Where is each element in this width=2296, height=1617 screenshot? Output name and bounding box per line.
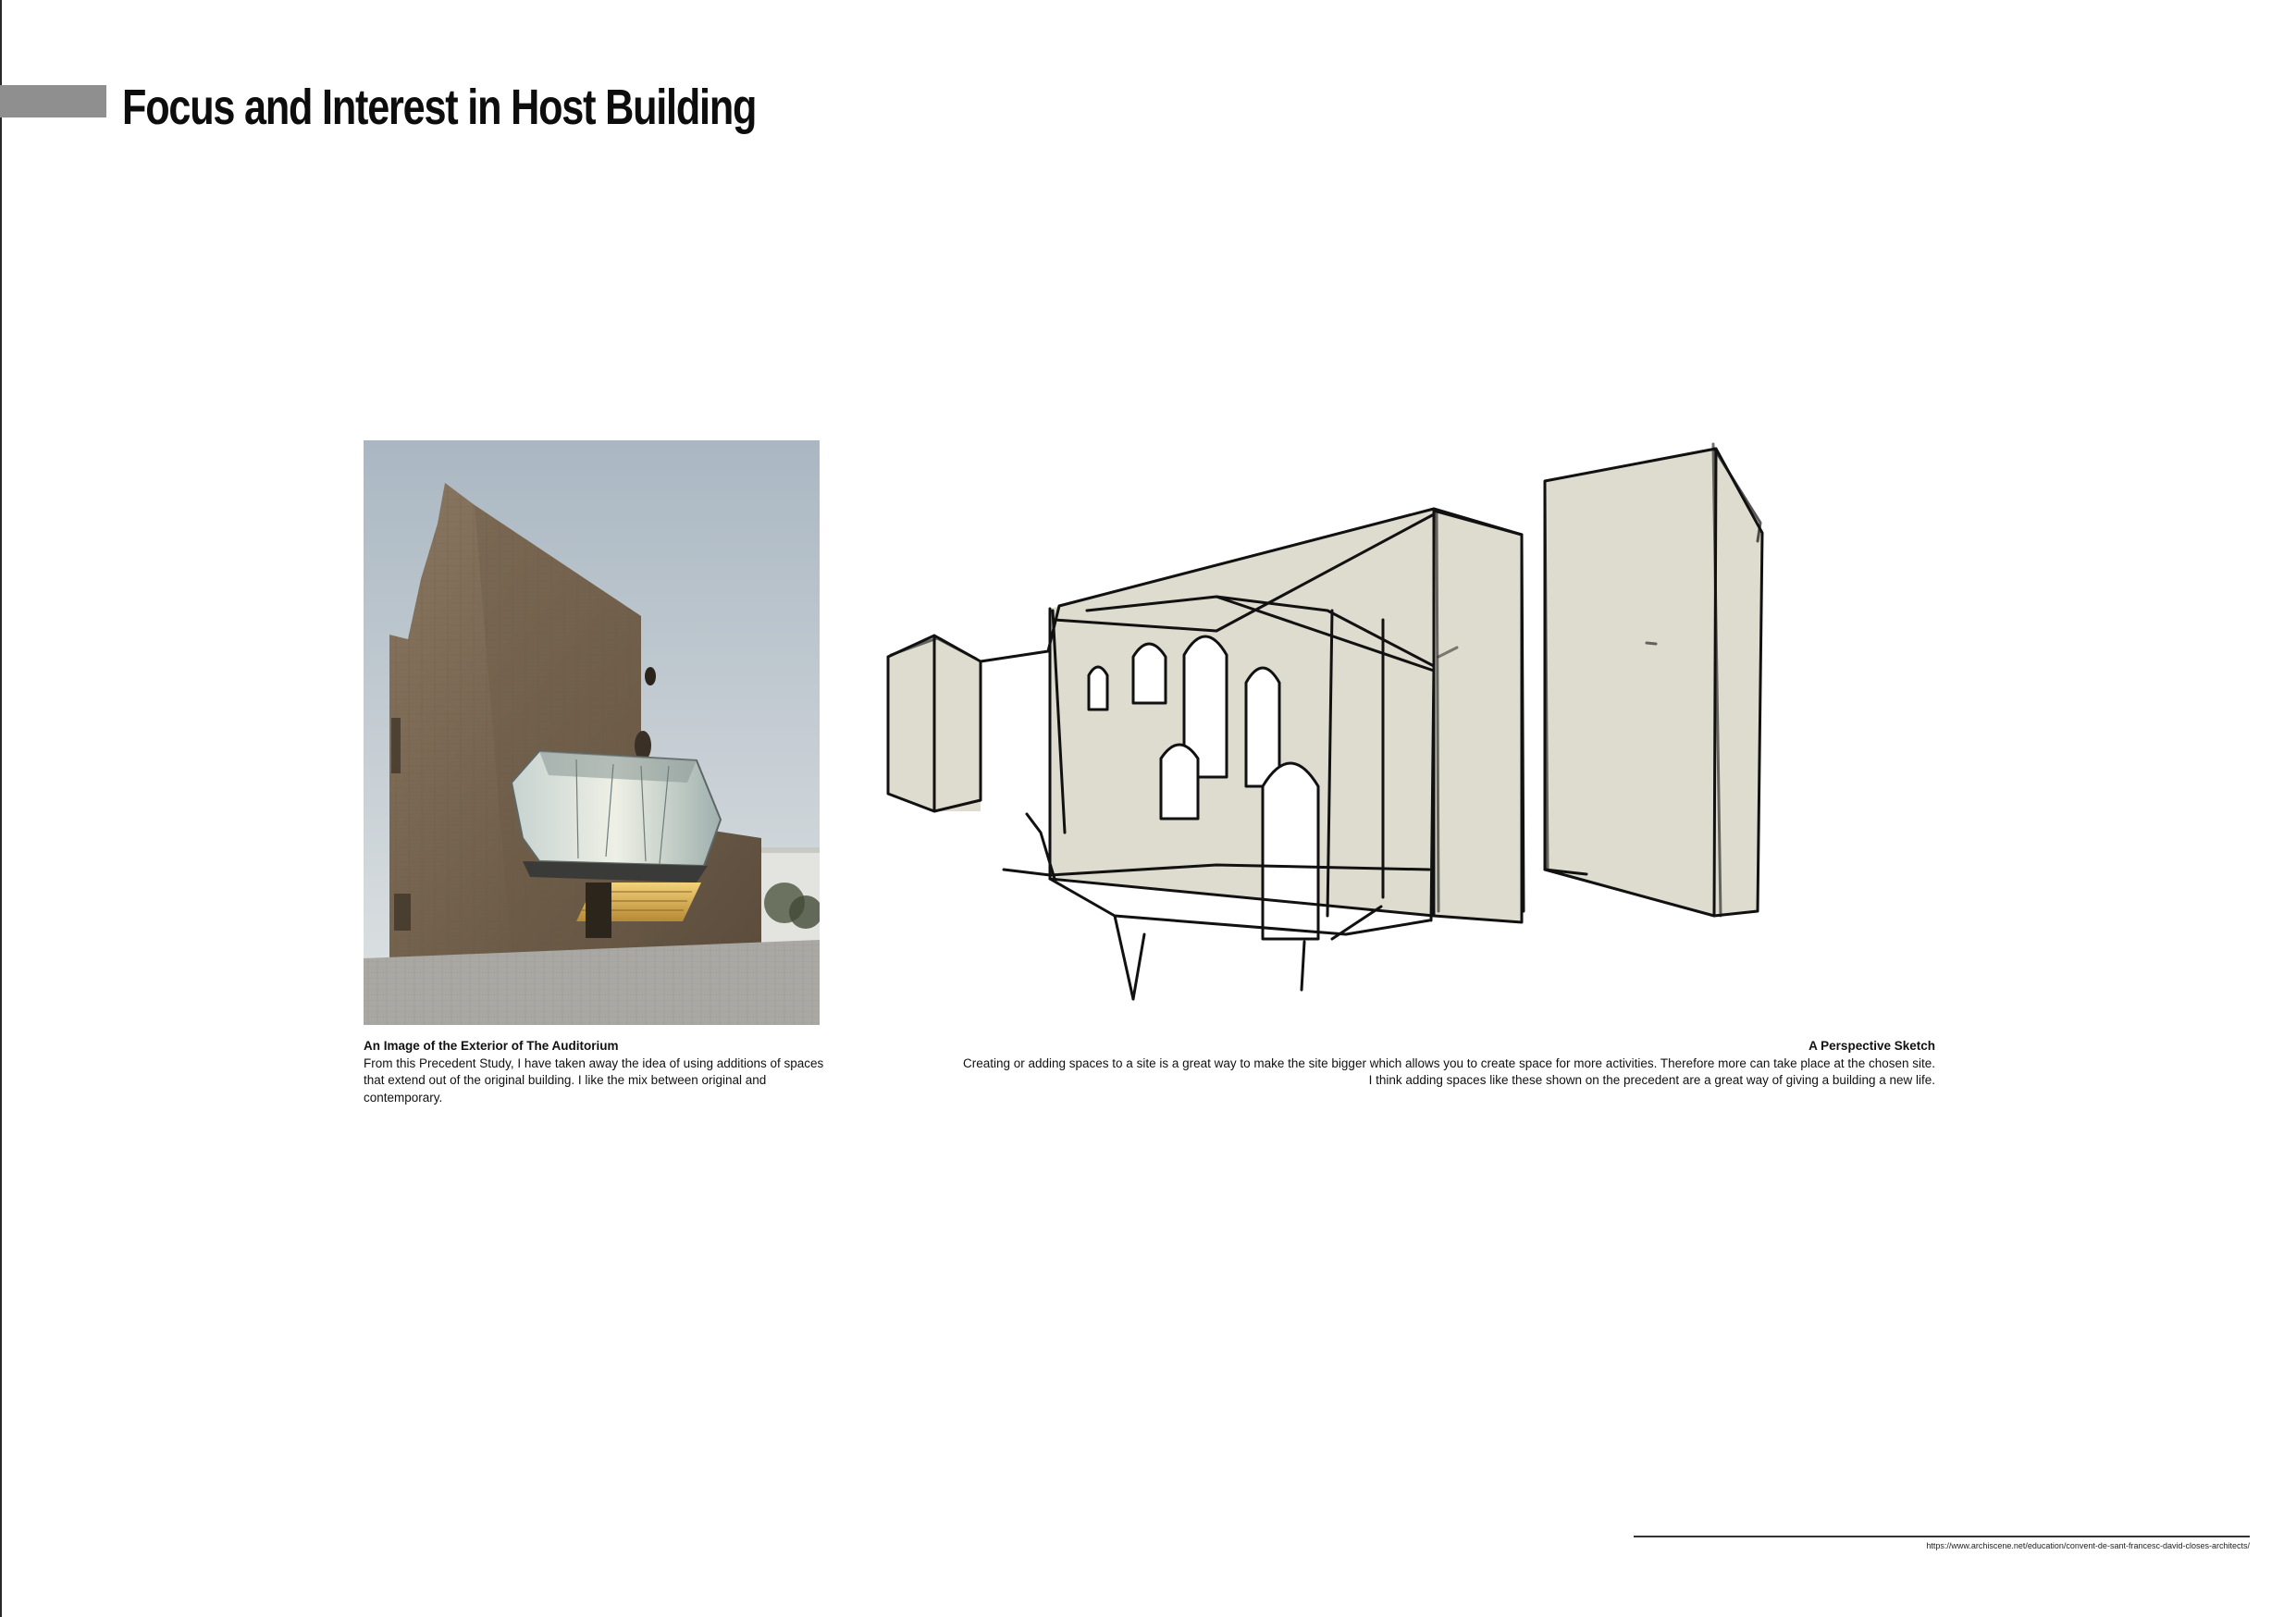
- sketch-caption-title: A Perspective Sketch: [1808, 1039, 1935, 1053]
- page-title: Focus and Interest in Host Building: [122, 80, 757, 135]
- perspective-sketch: [883, 435, 1924, 1004]
- sketch-caption-body: Creating or adding spaces to a site is a great way to make the site bigger which allows you to create space for more activities. Therefore more can take place at the chosen site. I think adding spaces like these shown on the precedent are a great way of giving a building a new life.: [962, 1055, 1935, 1087]
- building-photo-icon: [364, 440, 820, 1025]
- source-link[interactable]: https://www.archiscene.net/education/convent-de-sant-francesc-david-closes-architects/: [1926, 1541, 2250, 1550]
- perspective-sketch-icon: [883, 435, 1924, 1004]
- sketch-caption: [962, 1038, 1935, 1090]
- source-divider: [1634, 1536, 2250, 1537]
- photo-caption-body: From this Precedent Study, I have taken away the idea of using additions of spaces that extend out of the original building. I like the mix between original and contemporary.: [364, 1055, 824, 1105]
- left-margin-rule: [0, 0, 2, 1617]
- photo-caption: [364, 1038, 845, 1106]
- photo-caption-title: An Image of the Exterior of The Auditorium: [364, 1039, 619, 1053]
- auditorium-photo: [364, 440, 820, 1025]
- title-accent-bar: [0, 85, 106, 117]
